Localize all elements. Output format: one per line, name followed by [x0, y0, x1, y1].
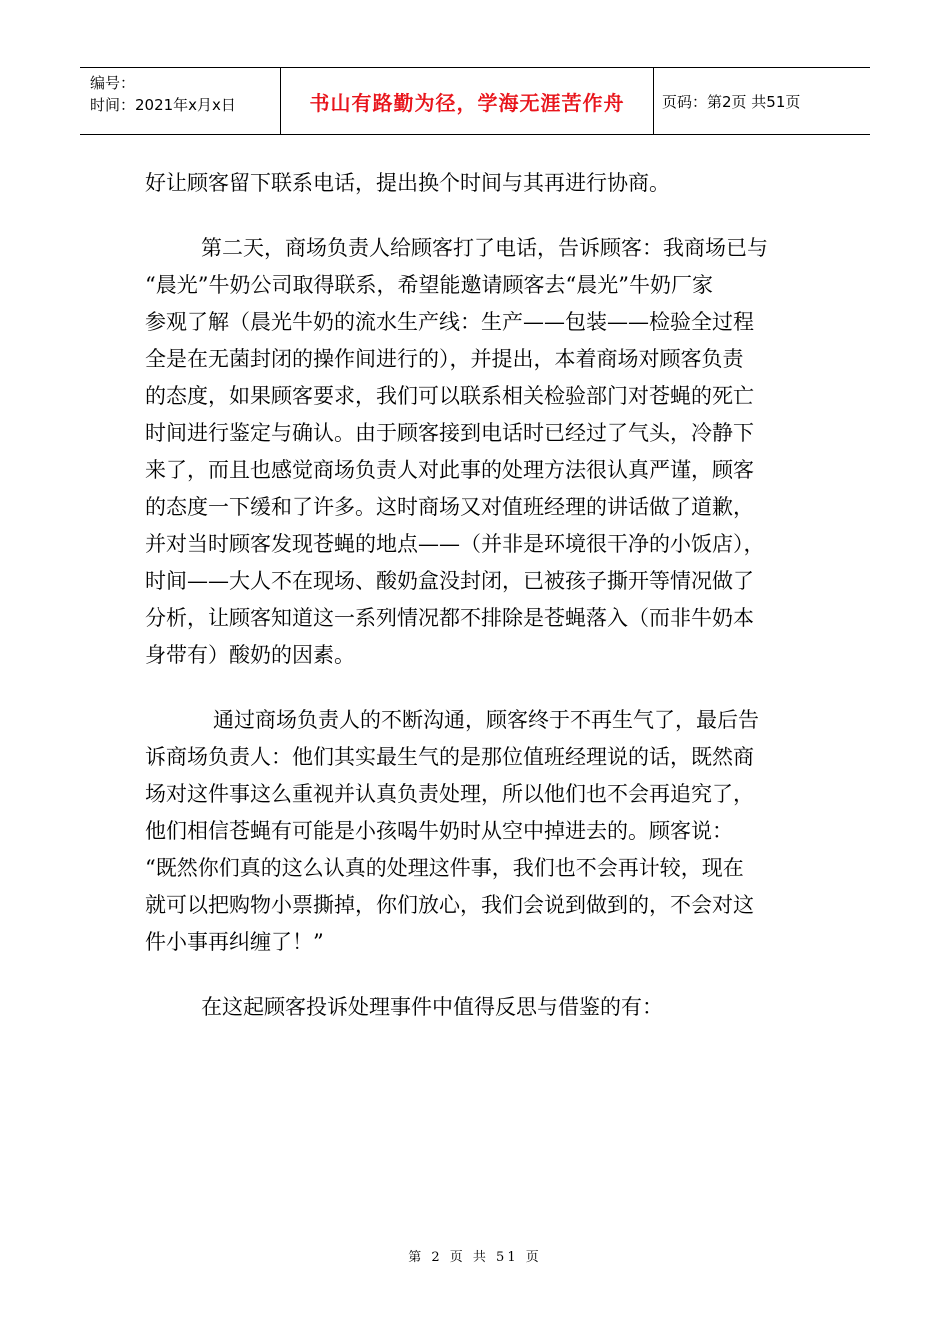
text-line: 就可以把购物小票撕掉，你们放心，我们会说到做到的，不会对这 — [145, 893, 754, 917]
page-footer: 第 2 页 共 51 页 — [408, 1250, 542, 1265]
document-body — [145, 165, 810, 1026]
header-motto-cell — [280, 68, 654, 134]
date-label: 时间：2021年x月x日 — [90, 96, 236, 114]
text-line: 场对这件事这么重视并认真负责处理，所以他们也不会再追究了， — [145, 782, 754, 806]
header-meta-cell — [80, 68, 280, 134]
text-line: “晨光”牛奶公司取得联系，希望能邀请顾客去“晨光”牛奶厂家 — [145, 273, 713, 297]
paragraph-2 — [145, 230, 810, 674]
text-line: 的态度一下缓和了许多。这时商场又对值班经理的讲话做了道歉， — [145, 495, 754, 519]
text-line: 全是在无菌封闭的操作间进行的），并提出，本着商场对顾客负责 — [145, 347, 744, 371]
text-line: 他们相信苍蝇有可能是小孩喝牛奶时从空中掉进去的。顾客说： — [145, 819, 733, 843]
text-line: 身带有）酸奶的因素。 — [145, 643, 355, 667]
text-line: “既然你们真的这么认真的处理这件事，我们也不会再计较，现在 — [145, 856, 744, 880]
text-line: 诉商场负责人：他们其实最生气的是那位值班经理说的话，既然商 — [145, 745, 754, 769]
text-line: 的态度，如果顾客要求，我们可以联系相关检验部门对苍蝇的死亡 — [145, 384, 754, 408]
text-line: 件小事再纠缠了！” — [145, 930, 324, 954]
text-line: 并对当时顾客发现苍蝇的地点——（并非是环境很干净的小饭店）， — [145, 532, 765, 556]
text-line: 通过商场负责人的不断沟通，顾客终于不再生气了，最后告 — [213, 708, 759, 732]
text-line: 时间进行鉴定与确认。由于顾客接到电话时已经过了气头，冷静下 — [145, 421, 754, 445]
text-line: 来了，而且也感觉商场负责人对此事的处理方法很认真严谨，顾客 — [145, 458, 754, 482]
text-line: 好让顾客留下联系电话，提出换个时间与其再进行协商。 — [145, 171, 670, 195]
page-info: 页码：第2页 共51页 — [662, 92, 801, 111]
header-table — [80, 67, 870, 135]
motto-text: 书山有路勤为径，学海无涯苦作舟 — [309, 90, 625, 115]
text-line: 分析，让顾客知道这一系列情况都不排除是苍蝇落入（而非牛奶本 — [145, 606, 754, 630]
text-line: 参观了解（晨光牛奶的流水生产线：生产——包装——检验全过程 — [145, 310, 754, 334]
paragraph-1 — [145, 165, 810, 202]
text-line: 时间——大人不在现场、酸奶盒没封闭，已被孩子撕开等情况做了 — [145, 569, 754, 593]
number-label: 编号： — [90, 74, 136, 92]
paragraph-3 — [145, 702, 810, 961]
header-page-cell — [654, 68, 870, 134]
text-line: 第二天，商场负责人给顾客打了电话，告诉顾客：我商场已与 — [201, 236, 768, 260]
text-line: 在这起顾客投诉处理事件中值得反思与借鉴的有： — [201, 995, 663, 1019]
paragraph-4 — [145, 989, 810, 1026]
